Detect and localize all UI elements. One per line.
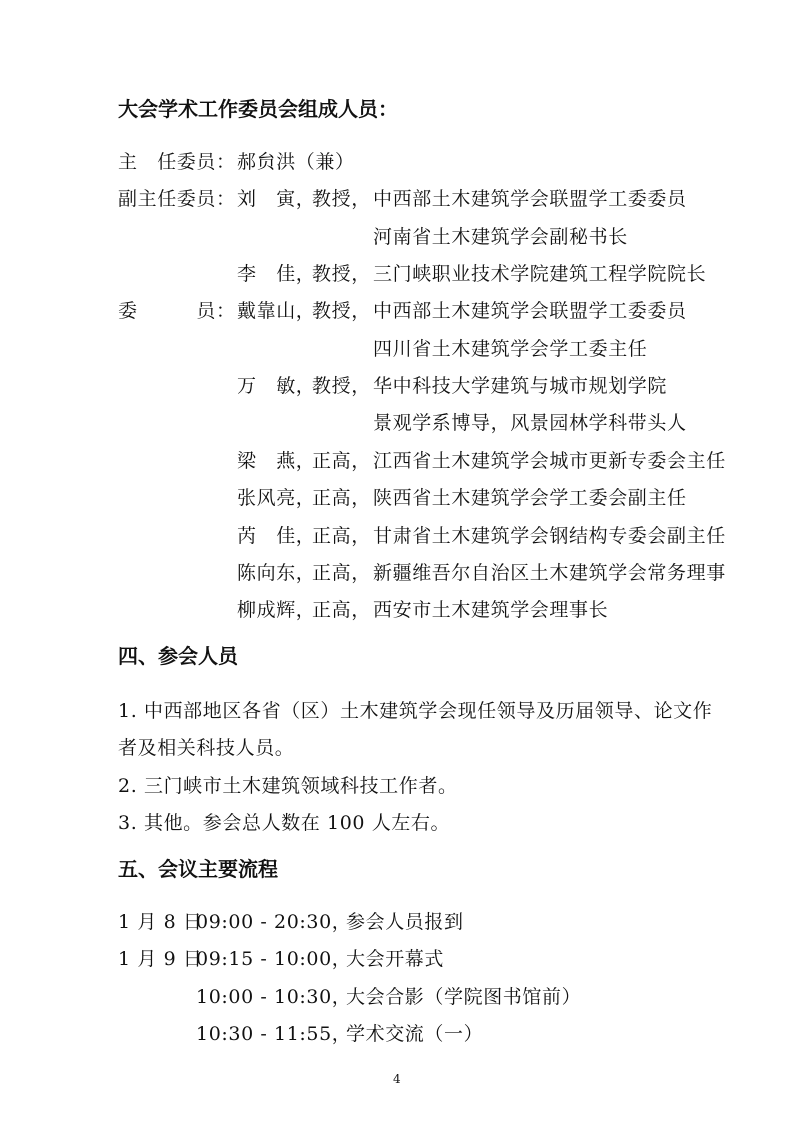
process-time: 09:15 - 10:00，: [196, 948, 352, 970]
member-affiliation: 西安市土木建筑学会理事长: [373, 599, 609, 621]
process-date: 1 月 8 日: [118, 911, 203, 933]
process-event: 大会开幕式: [346, 948, 445, 970]
member-name: 戴靠山，: [237, 300, 316, 322]
process-time: 09:00 - 20:30，: [196, 911, 352, 933]
process-event: 学术交流（一）: [346, 1023, 484, 1045]
vice-member-name: 李 佳，: [237, 263, 316, 285]
member-affiliation: 景观学系博导，风景园林学科带头人: [373, 412, 687, 434]
page-number: 4: [393, 1072, 401, 1086]
member-name: 陈向东，: [237, 562, 316, 584]
participants-item-1-line-1: 1. 中西部地区各省（区）土木建筑学会现任领导及历届领导、论文作: [118, 700, 713, 722]
member-title: 正高，: [312, 599, 371, 621]
participants-item-2: 2. 三门峡市土木建筑领域科技工作者。: [118, 775, 458, 797]
vice-member-title: 教授，: [312, 188, 371, 210]
member-name: 柳成辉，: [237, 599, 316, 621]
participants-heading: 四、参会人员: [118, 644, 238, 668]
process-time: 10:30 - 11:55，: [196, 1023, 352, 1045]
chair-role-label: 主 任委员：: [118, 151, 236, 173]
process-heading: 五、会议主要流程: [118, 857, 278, 881]
process-time: 10:00 - 10:30，: [196, 986, 352, 1008]
member-role-label: 委 员：: [118, 300, 236, 322]
member-affiliation: 甘肃省土木建筑学会钢结构专委会副主任: [373, 525, 726, 547]
participants-item-1-line-2: 者及相关科技人员。: [118, 737, 295, 759]
member-title: 正高，: [312, 450, 371, 472]
vice-member-affiliation: 三门峡职业技术学院建筑工程学院院长: [373, 263, 707, 285]
vice-member-affiliation: 中西部土木建筑学会联盟学工委委员: [373, 188, 687, 210]
chair-name: 郝贠洪（兼）: [237, 151, 355, 173]
process-date: 1 月 9 日: [118, 948, 203, 970]
vice-member-name: 刘 寅，: [237, 188, 316, 210]
member-affiliation: 中西部土木建筑学会联盟学工委委员: [373, 300, 687, 322]
vice-member-title: 教授，: [312, 263, 371, 285]
member-name: 万 敏，: [237, 375, 316, 397]
member-affiliation: 陕西省土木建筑学会学工委会副主任: [373, 487, 687, 509]
member-affiliation: 新疆维吾尔自治区土木建筑学会常务理事: [373, 562, 726, 584]
member-affiliation: 华中科技大学建筑与城市规划学院: [373, 375, 668, 397]
vice-member-affiliation: 河南省土木建筑学会副秘书长: [373, 226, 628, 248]
member-affiliation: 四川省土木建筑学会学工委主任: [373, 338, 648, 360]
process-event: 大会合影（学院图书馆前）: [346, 986, 582, 1008]
vice-chair-role-label: 副主任委员：: [118, 188, 236, 210]
member-title: 教授，: [312, 375, 371, 397]
member-name: 梁 燕，: [237, 450, 316, 472]
member-title: 教授，: [312, 300, 371, 322]
committee-heading: 大会学术工作委员会组成人员：: [118, 97, 398, 121]
participants-item-3: 3. 其他。参会总人数在 100 人左右。: [118, 812, 451, 834]
member-title: 正高，: [312, 525, 371, 547]
member-name: 张风亮，: [237, 487, 316, 509]
member-title: 正高，: [312, 562, 371, 584]
member-affiliation: 江西省土木建筑学会城市更新专委会主任: [373, 450, 726, 472]
member-name: 芮 佳，: [237, 525, 316, 547]
member-title: 正高，: [312, 487, 371, 509]
process-event: 参会人员报到: [346, 911, 464, 933]
